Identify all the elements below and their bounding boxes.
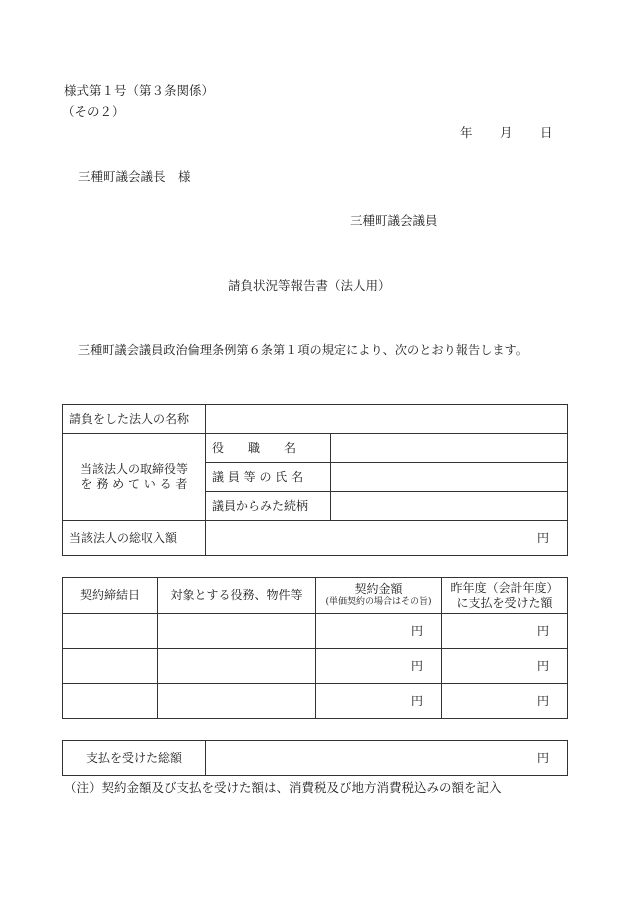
table-row bbox=[63, 649, 568, 684]
sender: 三種町議会議員 bbox=[350, 213, 438, 228]
contract-target-field[interactable] bbox=[158, 684, 316, 719]
corp-name-label: 請負をした法人の名称 bbox=[63, 405, 206, 434]
date-year: 年 bbox=[460, 125, 473, 140]
table-row bbox=[63, 614, 568, 649]
officer-label bbox=[63, 434, 206, 521]
intro-text: 三種町議会議員政治倫理条例第６条第１項の規定により、次のとおり報告します。 bbox=[78, 343, 528, 357]
paid-yen: 円 bbox=[536, 623, 549, 638]
header-contract-amount bbox=[316, 578, 442, 614]
total-label: 支払を受けた総額 bbox=[63, 741, 206, 776]
contract-date-field[interactable] bbox=[63, 649, 158, 684]
contract-header-row bbox=[63, 578, 568, 614]
officer-label-line2: を 務 め て い る 者 bbox=[80, 477, 188, 491]
paid-amount-field[interactable] bbox=[442, 614, 568, 649]
footnote: （注）契約金額及び支払を受けた額は、消費税及び地方消費税込みの額を記入 bbox=[64, 780, 502, 795]
total-yen: 円 bbox=[536, 750, 549, 765]
table-row bbox=[63, 684, 568, 719]
paid-yen: 円 bbox=[536, 658, 549, 673]
amount-yen: 円 bbox=[410, 658, 423, 673]
contract-amount-field[interactable] bbox=[316, 649, 442, 684]
contract-target-field[interactable] bbox=[158, 649, 316, 684]
officer-label-line1: 当該法人の取締役等 bbox=[79, 462, 188, 476]
total-field[interactable] bbox=[206, 741, 568, 776]
contract-date-field[interactable] bbox=[63, 684, 158, 719]
contract-amount-field[interactable] bbox=[316, 614, 442, 649]
contract-target-field[interactable] bbox=[158, 614, 316, 649]
revenue-field[interactable] bbox=[206, 521, 568, 556]
header-contract-target: 対象とする役務、物件等 bbox=[158, 578, 316, 614]
position-label: 役 職 名 bbox=[206, 434, 331, 463]
contract-amount-field[interactable] bbox=[316, 684, 442, 719]
paid-amount-field[interactable] bbox=[442, 649, 568, 684]
amount-yen: 円 bbox=[410, 693, 423, 708]
corporation-table bbox=[62, 404, 568, 556]
header-amount-label: 契約金額 bbox=[354, 582, 403, 597]
relation-field[interactable] bbox=[331, 492, 568, 521]
header-paid-line2: に支払を受けた額 bbox=[456, 595, 553, 610]
revenue-label: 当該法人の総収入額 bbox=[63, 521, 206, 556]
header-paid-line1: 昨年度（会計年度） bbox=[450, 580, 559, 595]
corp-name-field[interactable] bbox=[206, 405, 568, 434]
form-number: 様式第１号（第３条関係） bbox=[64, 83, 215, 98]
contract-date-field[interactable] bbox=[63, 614, 158, 649]
amount-yen: 円 bbox=[410, 623, 423, 638]
member-name-field[interactable] bbox=[331, 463, 568, 492]
addressee: 三種町議会議長 様 bbox=[78, 169, 191, 184]
position-field[interactable] bbox=[331, 434, 568, 463]
date-month: 月 bbox=[500, 125, 513, 140]
paid-amount-field[interactable] bbox=[442, 684, 568, 719]
relation-label: 議員からみた続柄 bbox=[206, 492, 331, 521]
contract-table bbox=[62, 577, 568, 719]
revenue-yen: 円 bbox=[536, 530, 549, 545]
total-table bbox=[62, 740, 568, 776]
header-contract-date: 契約締結日 bbox=[63, 578, 158, 614]
form-sub-number: （その２） bbox=[62, 104, 125, 119]
header-paid-amount bbox=[442, 578, 568, 614]
date-day: 日 bbox=[540, 125, 553, 140]
member-name-label: 議 員 等 の 氏 名 bbox=[206, 463, 331, 492]
document-title: 請負状況等報告書（法人用） bbox=[228, 278, 391, 293]
paid-yen: 円 bbox=[536, 693, 549, 708]
header-amount-note: (単価契約の場合はその旨) bbox=[325, 597, 432, 608]
